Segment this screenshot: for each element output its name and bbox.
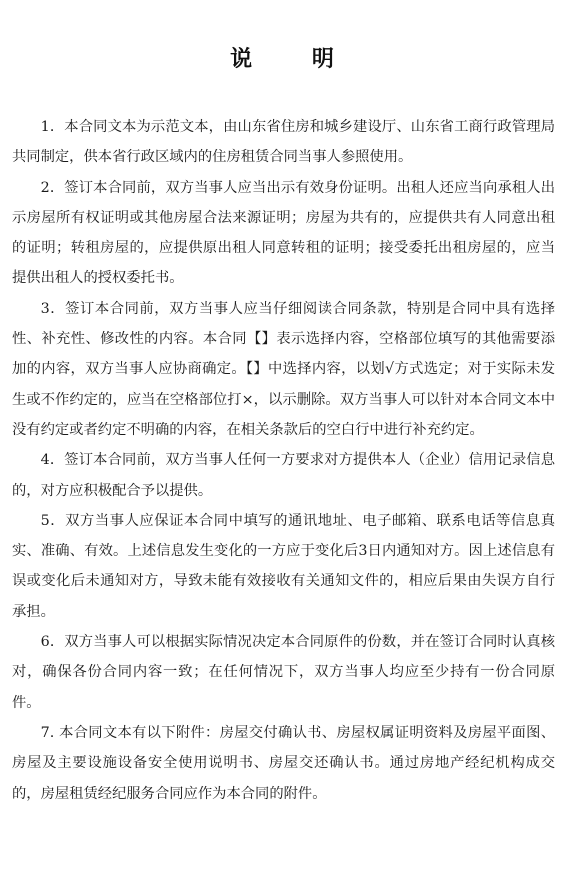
paragraph-4: 4．签订本合同前，双方当事人任何一方要求对方提供本人（企业）信用记录信息的，对方应积极配合予以提供。 — [12, 452, 555, 499]
paragraph-6: 6．双方当事人可以根据实际情况决定本合同原件的份数，并在签订合同时认真核对，确保各份合同内容一致；在任何情况下，双方当事人均应至少持有一份合同原件。 — [12, 634, 555, 711]
paragraph-5: 5．双方当事人应保证本合同中填写的通讯地址、电子邮箱、联系电话等信息真实、准确、有效。上述信息发生变化的一方应于变化后3日内通知对方。因上述信息有误或变化后未通知对方，导致未能有效接收有关通知文件的，相应后果由失误方自行承担。 — [12, 512, 555, 620]
paragraph-1: 1．本合同文本为示范文本，由山东省住房和城乡建设厅、山东省工商行政管理局共同制定，供本省行政区域内的住房租赁合同当事人参照使用。 — [12, 119, 555, 166]
paragraph-7: 7. 本合同文本有以下附件：房屋交付确认书、房屋权属证明资料及房屋平面图、房屋及主要设施设备安全使用说明书、房屋交还确认书。通过房地产经纪机构成交的，房屋租赁经纪服务合同应作为本合同的附件。 — [12, 724, 555, 802]
page-title: 说 明 — [230, 47, 360, 72]
paragraph-3: 3．签订本合同前，双方当事人应当仔细阅读合同条款，特别是合同中具有选择性、补充性、修改性的内容。本合同【】表示选择内容，空格部位填写的其他需要添加的内容，双方当事人应协商确定。【】中选择内容，以划√方式选定；对于实际未发生或不作约定的，应当在空格部位打×，以示删除。双方当事人可以针对本合同文本中没有约定或者约定不明确的内容，在相关条款后的空白行中进行补充约定。 — [12, 300, 555, 438]
paragraph-2: 2．签订本合同前，双方当事人应当出示有效身份证明。出租人还应当向承租人出示房屋所有权证明或其他房屋合法来源证明；房屋为共有的，应提供共有人同意出租的证明；转租房屋的，应提供原出租人同意转租的证明；接受委托出租房屋的，应当提供出租人的授权委托书。 — [12, 179, 555, 287]
document-body — [12, 112, 555, 809]
